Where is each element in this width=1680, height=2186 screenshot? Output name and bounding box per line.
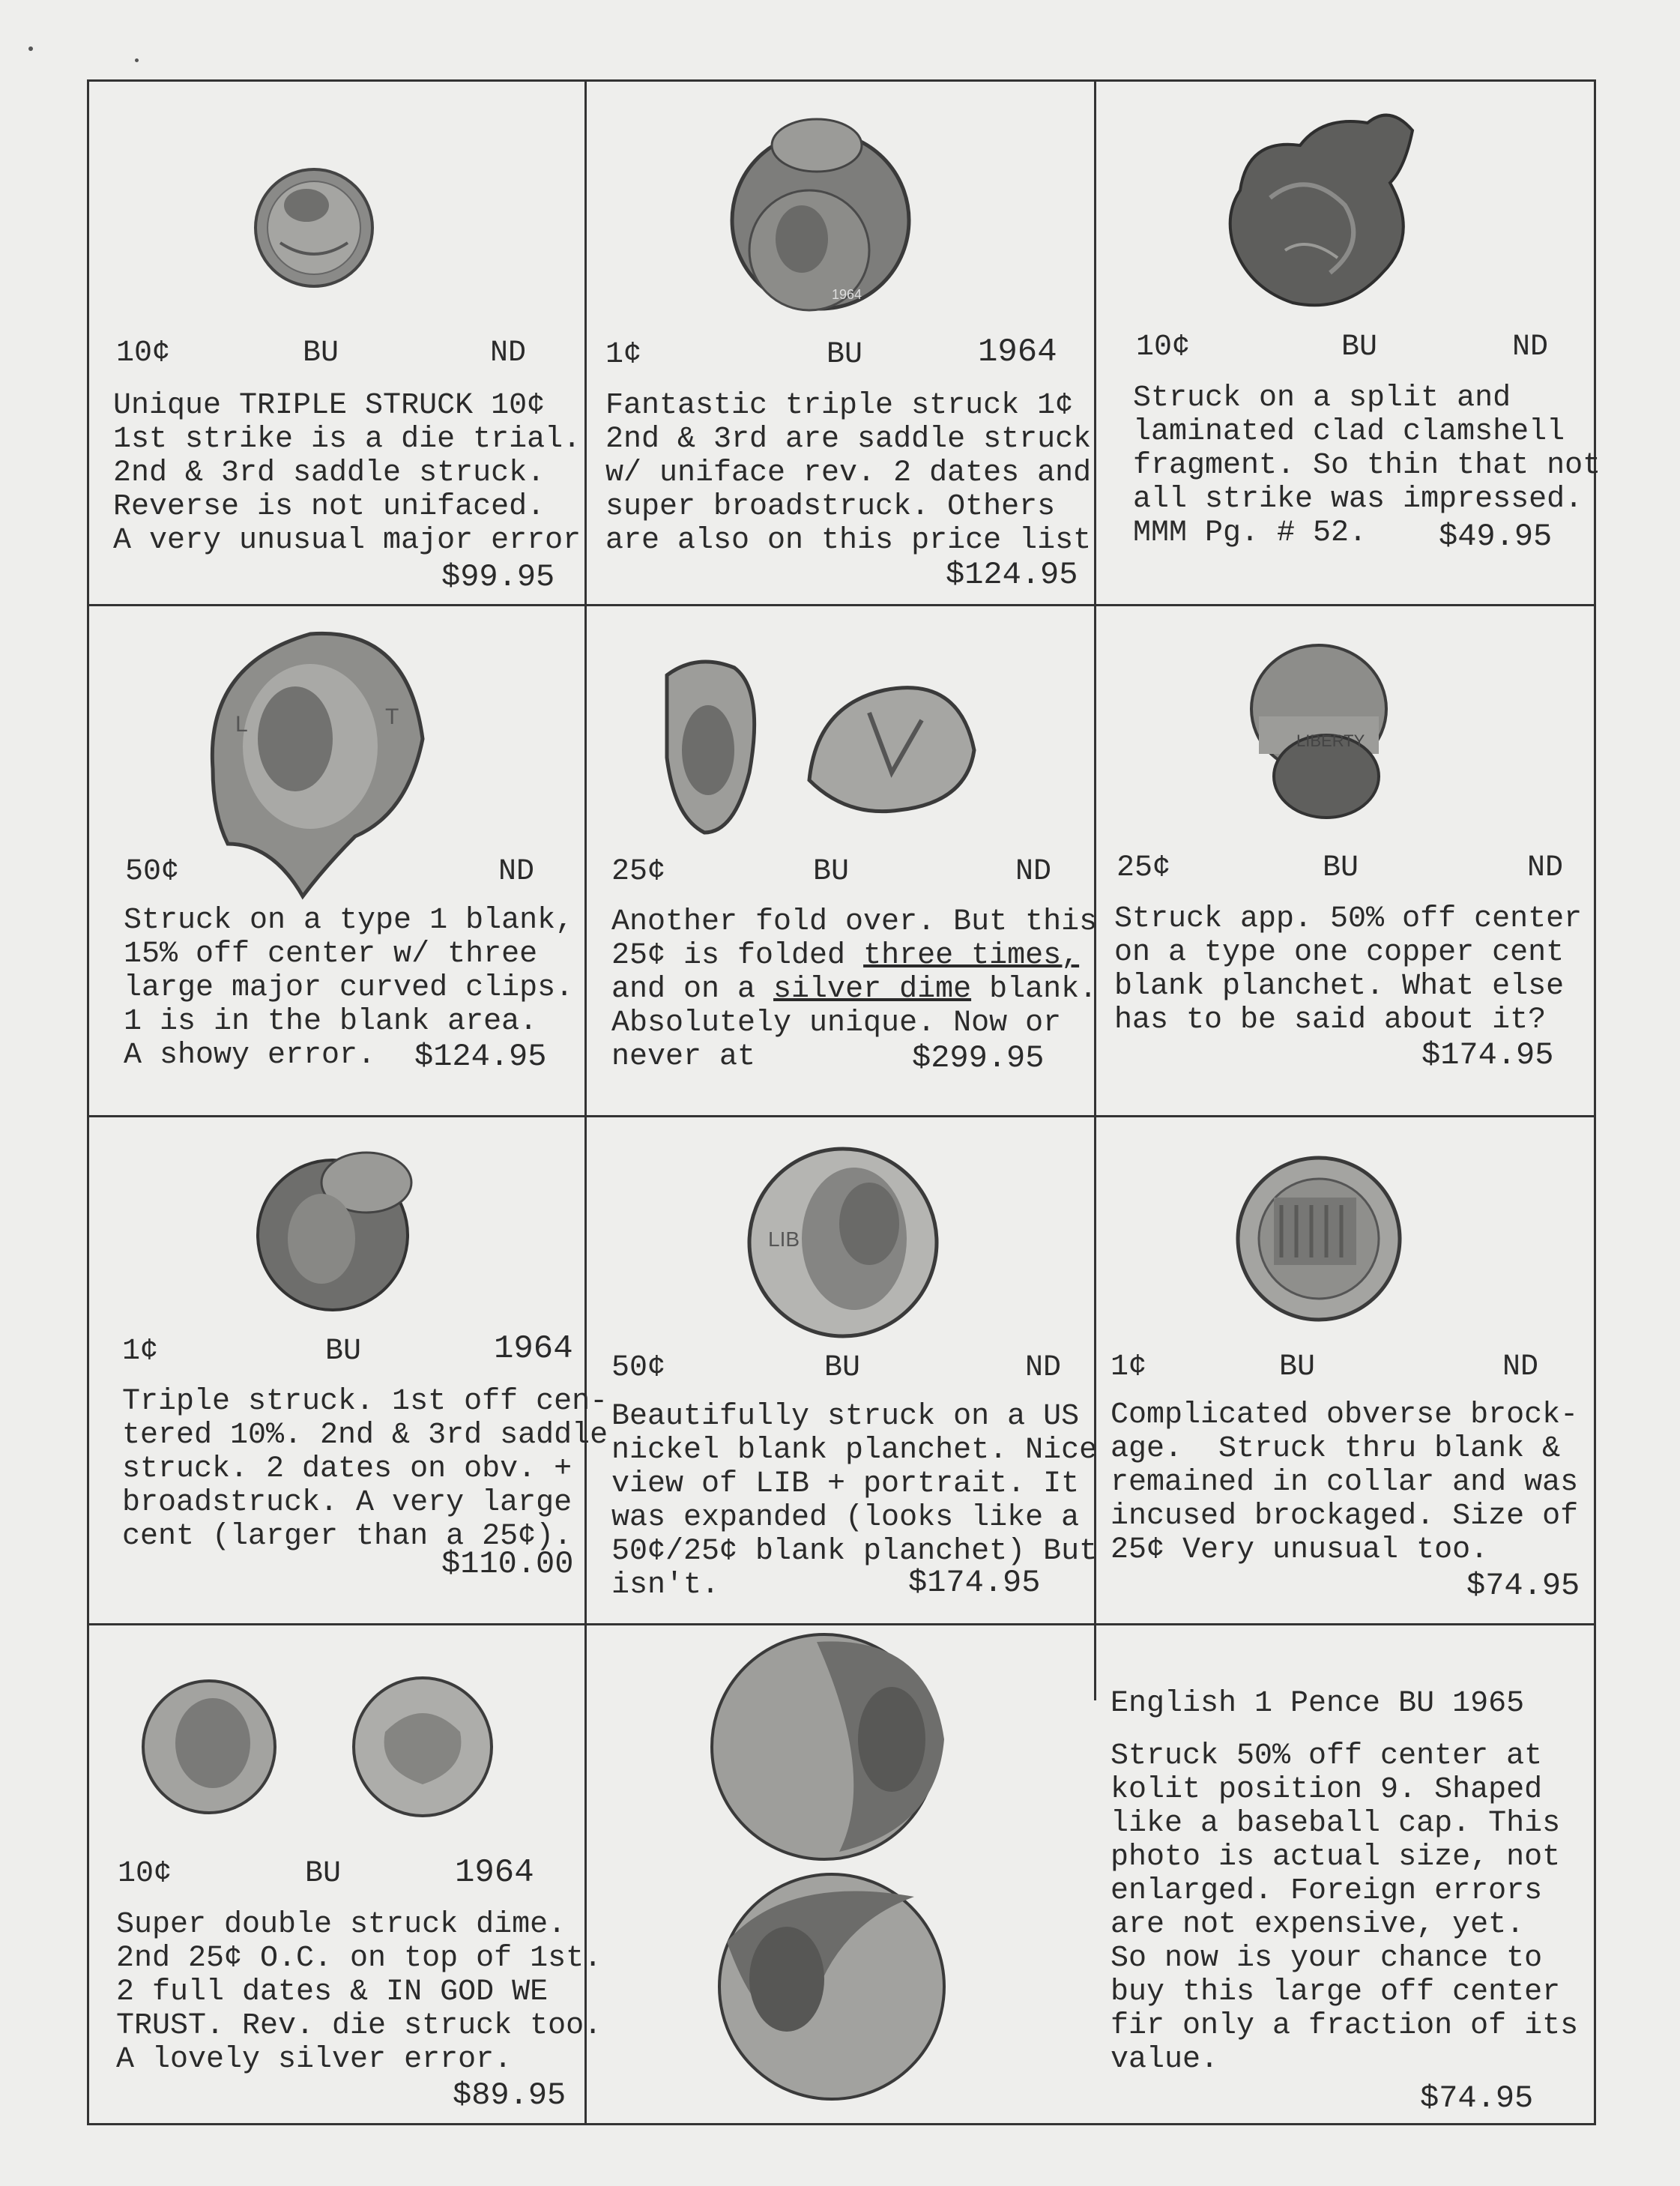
description-line: 2nd & 3rd saddle struck. (113, 456, 546, 490)
denomination: 10¢ (1136, 330, 1191, 364)
denomination: 10¢ (116, 336, 171, 370)
denomination: 50¢ (611, 1351, 666, 1385)
description-line: photo is actual size, not (1111, 1841, 1561, 1874)
description-line: Struck on a type 1 blank, (124, 904, 574, 937)
description-line: Another fold over. But this (611, 905, 1098, 939)
description-line: never at (611, 1040, 756, 1074)
description-line: MMM Pg. # 52. (1133, 516, 1368, 550)
description (605, 389, 1091, 558)
description-line: w/ uniface rev. 2 dates and (605, 456, 1092, 490)
double-struck-dime-icon (138, 1672, 528, 1822)
paper-speck (28, 46, 33, 51)
listing-cell-english-pence (584, 1623, 1594, 2123)
listing-cell-quarter-folded (584, 604, 1098, 1113)
paper-speck (135, 58, 139, 62)
description-line: Beautifully struck on a US (611, 1400, 1080, 1434)
description-line: enlarged. Foreign errors (1111, 1874, 1543, 1908)
description-line: So now is your chance to (1111, 1942, 1543, 1975)
listing-heading: English 1 Pence BU 1965 (1111, 1687, 1525, 1721)
listing-cell-cent-broadstruck (89, 1115, 608, 1622)
description-line: 2 full dates & IN GOD WE (116, 1975, 549, 2009)
listing-cell-cent-brockage (1094, 1115, 1594, 1622)
price: $99.95 (441, 559, 555, 595)
listing-cell-dime-triple (89, 82, 582, 602)
description-line: struck. 2 dates on obv. + (122, 1452, 572, 1486)
description-line: age. Struck thru blank & (1111, 1432, 1561, 1466)
price: $74.95 (1466, 1568, 1580, 1604)
description-line: 2nd 25¢ O.C. on top of 1st. (116, 1942, 602, 1975)
description (113, 389, 581, 558)
denomination: 50¢ (125, 855, 180, 889)
description-line: laminated clad clamshell (1133, 415, 1565, 449)
price: $110.00 (441, 1546, 574, 1582)
description-line: 1 is in the blank area. (124, 1005, 538, 1039)
grade: BU (305, 1857, 342, 1891)
denomination: 25¢ (1117, 851, 1171, 885)
date: ND (1512, 330, 1549, 364)
description-line: A showy error. (124, 1039, 376, 1072)
description-line: Unique TRIPLE STRUCK 10¢ (113, 389, 546, 423)
description (122, 1385, 608, 1554)
date: ND (498, 855, 535, 889)
description-line: fir only a fraction of its (1111, 2009, 1579, 2043)
price: $174.95 (908, 1565, 1041, 1601)
price: $74.95 (1420, 2080, 1534, 2116)
description-line: cent (larger than a 25¢). (122, 1520, 572, 1554)
description-line: was expanded (looks like a (611, 1501, 1080, 1535)
denomination: 1¢ (122, 1335, 159, 1368)
description-line: 2nd & 3rd are saddle struck (605, 423, 1092, 456)
svg-text:T: T (385, 704, 399, 729)
description (116, 1908, 602, 2077)
description-line: view of LIB + portrait. It (611, 1467, 1080, 1501)
description-line: are not expensive, yet. (1111, 1908, 1525, 1942)
listing-cell-clamshell (1094, 82, 1601, 602)
half-on-nickel-icon (742, 1141, 944, 1344)
grade: BU (824, 1351, 861, 1385)
date: 1964 (455, 1854, 534, 1891)
description-line: on a type one copper cent (1114, 936, 1565, 970)
svg-text:LIBERTY: LIBERTY (1296, 731, 1365, 750)
svg-text:1964: 1964 (832, 287, 862, 302)
description-line: Complicated obverse brock- (1111, 1398, 1579, 1432)
date: ND (1025, 1351, 1062, 1385)
price: $299.95 (912, 1040, 1045, 1076)
listing-cell-cent-triple (584, 82, 1092, 602)
date: ND (1015, 855, 1052, 889)
date: 1964 (978, 333, 1057, 371)
triple-struck-dime-icon (235, 153, 393, 295)
clamshell-fragment-icon (1218, 100, 1420, 318)
description-line: tered 10%. 2nd & 3rd saddle (122, 1419, 608, 1452)
brockage-cent-icon (1229, 1153, 1409, 1325)
grade: BU (1323, 851, 1359, 885)
description (1114, 902, 1582, 1037)
listing-cell-half-clipped (89, 604, 582, 1113)
description-line: super broadstruck. Others (605, 490, 1056, 524)
listing-cell-quarter-off-center (1094, 604, 1594, 1113)
description-line: remained in collar and was (1111, 1466, 1579, 1500)
description-line: Struck 50% off center at (1111, 1739, 1543, 1773)
triple-struck-cent-icon (719, 108, 914, 325)
description-line: 15% off center w/ three (124, 937, 538, 971)
description-line: broadstruck. A very large (122, 1486, 572, 1520)
denomination: 1¢ (605, 338, 642, 372)
svg-text:L: L (235, 712, 248, 737)
date: ND (1527, 851, 1564, 885)
price: $124.95 (946, 557, 1078, 593)
description-line: fragment. So thin that not (1133, 449, 1601, 483)
description-line: large major curved clips. (124, 971, 574, 1005)
clipped-half-dollar-icon (183, 619, 430, 904)
description-line: buy this large off center (1111, 1975, 1561, 2009)
folded-quarter-icon (644, 645, 997, 848)
off-center-quarter-icon (1244, 641, 1394, 821)
price: $89.95 (453, 2077, 566, 2113)
grade: BU (303, 336, 339, 370)
description-line: 25¢ Very unusual too. (1111, 1533, 1489, 1567)
description-line: and on a silver dime blank. (611, 973, 1098, 1006)
listing-cell-dime-double (89, 1623, 602, 2123)
description-line: Fantastic triple struck 1¢ (605, 389, 1074, 423)
grade: BU (325, 1335, 362, 1368)
description-line: isn't. (611, 1568, 720, 1602)
description-line: Reverse is not unifaced. (113, 490, 546, 524)
description-line: like a baseball cap. This (1111, 1807, 1561, 1841)
description-line: Triple struck. 1st off cen- (122, 1385, 608, 1419)
price: $49.95 (1439, 519, 1553, 555)
date: ND (1502, 1350, 1539, 1384)
grade: BU (1279, 1350, 1316, 1384)
denomination: 1¢ (1111, 1350, 1147, 1384)
description-line: 1st strike is a die trial. (113, 423, 581, 456)
description (1111, 1398, 1578, 1567)
date: ND (490, 336, 527, 370)
description-line: Absolutely unique. Now or (611, 1006, 1062, 1040)
description-line: A lovely silver error. (116, 2043, 513, 2077)
svg-text:LIB: LIB (768, 1228, 800, 1251)
description-line: kolit position 9. Shaped (1111, 1773, 1543, 1807)
description-line: Struck on a split and (1133, 381, 1511, 415)
description-line: incused brockaged. Size of (1111, 1500, 1579, 1533)
grade: BU (827, 338, 863, 372)
price: $124.95 (414, 1039, 547, 1075)
description-line: Struck app. 50% off center (1114, 902, 1583, 936)
price: $174.95 (1421, 1037, 1554, 1073)
description-line: are also on this price list (605, 524, 1092, 558)
description-line: has to be said about it? (1114, 1003, 1547, 1037)
description-line: 50¢/25¢ blank planchet) But (611, 1535, 1098, 1568)
description-line: 25¢ is folded three times, (611, 939, 1080, 973)
description-line: nickel blank planchet. Nice (611, 1434, 1098, 1467)
english-penny-off-center-icon (704, 1627, 959, 2114)
description (1111, 1739, 1578, 2077)
description-line: TRUST. Rev. die struck too. (116, 2009, 602, 2043)
description-line: blank planchet. What else (1114, 970, 1565, 1003)
description-line: value. (1111, 2043, 1219, 2077)
denomination: 10¢ (118, 1857, 172, 1891)
grade: BU (1341, 330, 1378, 364)
description-line: A very unusual major error (113, 524, 581, 558)
date: 1964 (494, 1330, 573, 1368)
listing-cell-half-on-nickel (584, 1115, 1098, 1622)
grade: BU (813, 855, 850, 889)
denomination: 25¢ (611, 855, 666, 889)
broadstruck-cent-icon (247, 1141, 426, 1314)
description-line: all strike was impressed. (1133, 483, 1583, 516)
description-line: Super double struck dime. (116, 1908, 566, 1942)
